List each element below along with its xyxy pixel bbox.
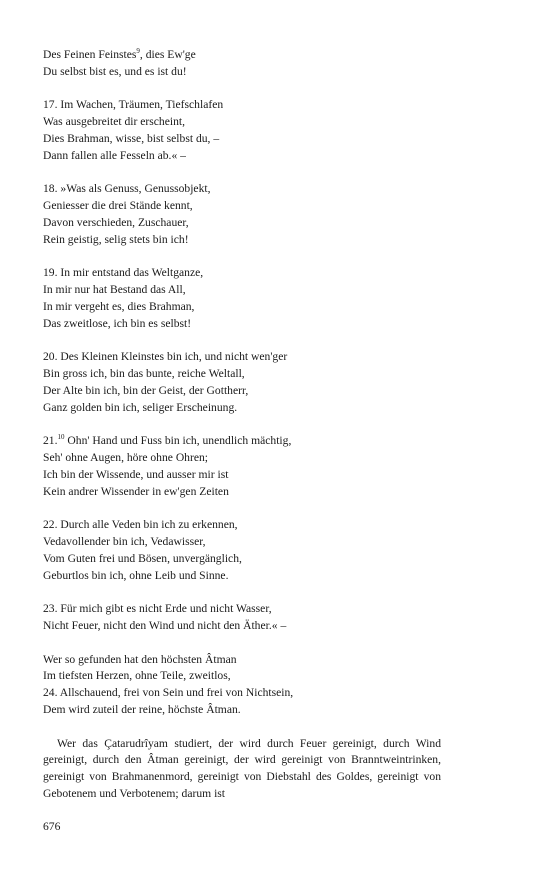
verse-text: Ganz golden bin ich, seliger Erscheinung. bbox=[43, 400, 238, 414]
stanza bbox=[43, 97, 441, 164]
stanza bbox=[43, 349, 441, 416]
verse-line bbox=[43, 568, 441, 585]
verse-line bbox=[43, 198, 441, 215]
verse-line bbox=[43, 366, 441, 383]
verse-line bbox=[43, 551, 441, 568]
verse-text: 18. »Was als Genuss, Genussobjekt, bbox=[43, 182, 211, 196]
page-body bbox=[43, 47, 441, 814]
verse-line bbox=[43, 652, 441, 669]
stanza bbox=[43, 47, 441, 81]
verse-text: Das zweitlose, ich bin es selbst! bbox=[43, 316, 192, 330]
verse-text: Vedavollender bin ich, Vedawisser, bbox=[43, 535, 206, 549]
verse-text: Geburtlos bin ich, ohne Leib und Sinne. bbox=[43, 568, 229, 582]
verse-text: 20. Des Kleinen Kleinstes bin ich, und nicht wen'ger bbox=[43, 350, 288, 364]
verse-text: Bin gross ich, bin das bunte, reiche Weltall, bbox=[43, 367, 245, 381]
stanza bbox=[43, 601, 441, 635]
verse-line bbox=[43, 433, 441, 450]
page-number: 676 bbox=[43, 820, 61, 833]
verse-line bbox=[43, 265, 441, 282]
verse-line bbox=[43, 181, 441, 198]
verse-text: 19. In mir entstand das Weltganze, bbox=[43, 266, 204, 280]
verse-text: Im tiefsten Herzen, ohne Teile, zweitlos, bbox=[43, 669, 231, 683]
verse-text: Ich bin der Wissende, und ausser mir ist bbox=[43, 467, 229, 481]
verse-text: Vom Guten frei und Bösen, unvergänglich, bbox=[43, 551, 242, 565]
verse-line bbox=[43, 148, 441, 165]
verse-text: 23. Für mich gibt es nicht Erde und nicht Wasser, bbox=[43, 602, 272, 616]
verse-text: Der Alte bin ich, bin der Geist, der Gottherr, bbox=[43, 383, 249, 397]
stanza bbox=[43, 517, 441, 584]
verse-line bbox=[43, 618, 441, 635]
poem-stanzas bbox=[43, 47, 441, 719]
verse-text: 24. Allschauend, frei von Sein und frei von Nichtsein, bbox=[43, 686, 294, 700]
verse-text: Davon verschieden, Zuschauer, bbox=[43, 215, 189, 229]
verse-text: , dies Ew'ge bbox=[139, 48, 196, 61]
verse-text: Geniesser die drei Stände kennt, bbox=[43, 199, 193, 213]
verse-line bbox=[43, 349, 441, 366]
verse-line bbox=[43, 450, 441, 467]
verse-line bbox=[43, 131, 441, 148]
verse-line bbox=[43, 232, 441, 249]
stanza bbox=[43, 181, 441, 248]
verse-line bbox=[43, 64, 441, 81]
verse-text: Du selbst bist es, und es ist du! bbox=[43, 64, 187, 78]
verse-text: Des Feinen Feinstes bbox=[43, 48, 137, 61]
verse-line bbox=[43, 383, 441, 400]
stanza bbox=[43, 265, 441, 332]
verse-text: Was ausgebreitet dir erscheint, bbox=[43, 115, 186, 129]
verse-line bbox=[43, 114, 441, 131]
verse-text: Seh' ohne Augen, höre ohne Ohren; bbox=[43, 451, 209, 465]
verse-text: In mir nur hat Bestand das All, bbox=[43, 283, 186, 297]
footnote-marker: 9 bbox=[136, 47, 140, 55]
verse-line bbox=[43, 215, 441, 232]
verse-text: In mir vergeht es, dies Brahman, bbox=[43, 299, 195, 313]
verse-text: Dies Brahman, wisse, bist selbst du, – bbox=[43, 131, 220, 145]
verse-text: 22. Durch alle Veden bin ich zu erkennen, bbox=[43, 518, 238, 532]
verse-line bbox=[43, 282, 441, 299]
verse-text: Dann fallen alle Fesseln ab.« – bbox=[43, 148, 186, 162]
stanza bbox=[43, 433, 441, 500]
verse-line bbox=[43, 47, 441, 64]
prose-paragraph: Wer das Çatarudrîyam studiert, der wird durch Feuer gereinigt, durch Wind gereinigt, durch den Âtman gereinigt, der wird gereinigt von Branntweintrinken, gereinigt von Brahmanenmord, gereinigt von Diebstahl des Goldes, gereinigt von Gebotenem und Verbotenem; darum ist bbox=[43, 736, 441, 801]
verse-line bbox=[43, 299, 441, 316]
stanza bbox=[43, 652, 441, 719]
verse-line bbox=[43, 400, 441, 417]
verse-line bbox=[43, 467, 441, 484]
verse-line bbox=[43, 517, 441, 534]
verse-text: Ohn' Hand und Fuss bin ich, unendlich mächtig, bbox=[64, 434, 292, 448]
verse-text: 21. bbox=[43, 434, 58, 448]
verse-text: Wer so gefunden hat den höchsten Âtman bbox=[43, 652, 237, 666]
verse-line bbox=[43, 534, 441, 551]
verse-text: Rein geistig, selig stets bin ich! bbox=[43, 232, 189, 246]
verse-text: Kein andrer Wissender in ew'gen Zeiten bbox=[43, 484, 229, 498]
verse-text: Nicht Feuer, nicht den Wind und nicht den Äther.« – bbox=[43, 619, 287, 633]
verse-text: Dem wird zuteil der reine, höchste Âtman. bbox=[43, 703, 241, 717]
verse-line bbox=[43, 316, 441, 333]
verse-line bbox=[43, 685, 441, 702]
verse-line bbox=[43, 702, 441, 719]
verse-line bbox=[43, 484, 441, 501]
verse-line bbox=[43, 97, 441, 114]
verse-line bbox=[43, 601, 441, 618]
verse-text: 17. Im Wachen, Träumen, Tiefschlafen bbox=[43, 98, 224, 112]
footnote-marker: 10 bbox=[57, 433, 65, 442]
verse-line bbox=[43, 668, 441, 685]
